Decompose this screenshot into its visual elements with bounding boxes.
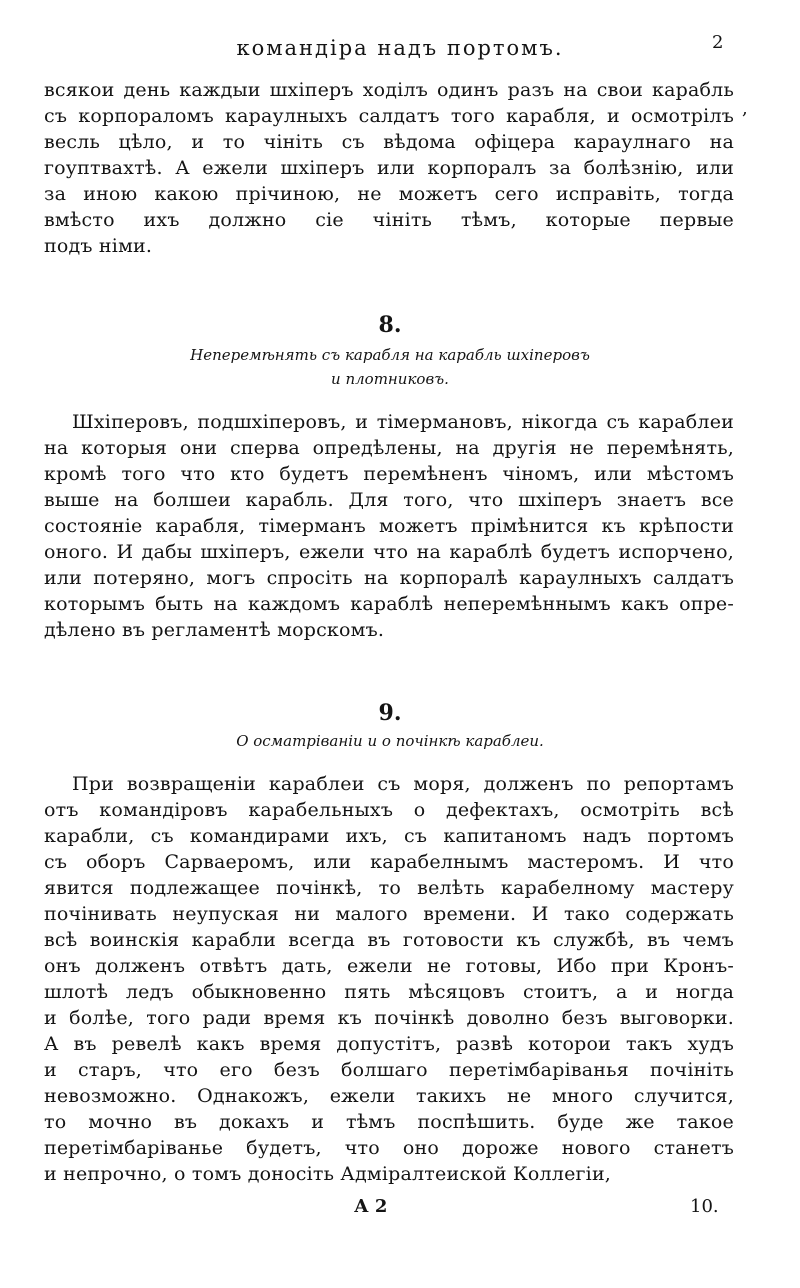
text-line: на которыя они сперва опредѣлены, на другiя не перемѣнять, <box>44 437 734 459</box>
margin-mark: , <box>742 98 748 119</box>
text-line: съ оборъ Сарваеромъ, или карабелнымъ мастеромъ. И что <box>44 851 734 873</box>
text-line: явится подлежащее почiнкѣ, то велѣть карабелному мастеру <box>44 877 734 899</box>
text-line: и старъ, что его безъ болшаго перетiмбарiванья почiнiть <box>44 1059 734 1081</box>
section-title: Неперемѣнять съ карабля на карабль шхiперовъ <box>190 346 590 364</box>
running-header: командiра надъ портомъ. <box>236 36 564 60</box>
text-line: и непрочно, о томъ доносiть Адмiралтеиской Коллегiи, <box>44 1163 612 1185</box>
text-line: которымъ быть на каждомъ караблѣ неперемѣннымъ какъ опре- <box>44 593 734 615</box>
text-line: онъ долженъ отвѣтъ дать, ежели не готовы, Ибо при Кронъ- <box>44 955 734 977</box>
text-line: почiнивать неупуская ни малого времени. И тако содержать <box>44 903 734 925</box>
text-line: А въ ревелѣ какъ время допустiтъ, развѣ которои такъ худъ <box>44 1033 734 1055</box>
text-line: всѣ воинскiя карабли всегда въ готовости къ службѣ, въ чемъ <box>44 929 734 951</box>
catchword: 10. <box>690 1196 719 1217</box>
text-line: гоуптвахтѣ. А ежели шхiперъ или корпоралъ за болѣзнiю, или <box>44 157 734 179</box>
section-number: 9. <box>378 700 402 726</box>
text-line: то мочно въ докахъ и тѣмъ поспѣшить. буде же такое <box>44 1111 734 1133</box>
text-line: карабли, съ командирами ихъ, съ капитаномъ надъ портомъ <box>44 825 734 847</box>
text-line: Шхiперовъ, подшхiперовъ, и тiмермановъ, нiкогда съ караблеи <box>72 411 734 433</box>
text-line: невозможно. Однакожъ, ежели такихъ не много случится, <box>44 1085 734 1107</box>
text-line: весль цѣло, и то чiнiть съ вѣдома офiцера караулнаго на <box>44 131 734 153</box>
text-line: за иною какою прiчиною, не можетъ сего исправiть, тогда <box>44 183 734 205</box>
text-line: отъ командiровъ карабельныхъ о дефектахъ, осмотрiть всѣ <box>44 799 734 821</box>
text-line: шлотѣ ледъ обыкновенно пять мѣсяцовъ стоитъ, а и ногда <box>44 981 734 1003</box>
text-line: кромѣ того что кто будетъ перемѣненъ чiномъ, или мѣстомъ <box>44 463 734 485</box>
text-line: состоянiе карабля, тiмерманъ можетъ прiмѣнится къ крѣпости <box>44 515 734 537</box>
text-line: съ корпораломъ караулныхъ салдатъ того карабля, и осмотрiлъ <box>44 105 734 127</box>
text-line: подъ нiми. <box>44 235 153 257</box>
section-title: и плотниковъ. <box>331 370 449 388</box>
text-line: выше на болшеи карабль. Для того, что шхiперъ знаетъ все <box>44 489 734 511</box>
text-line: и болѣе, того ради время къ почiнкѣ доволно безъ выговорки. <box>44 1007 734 1029</box>
text-line: или потеряно, могъ спросiть на корпоралѣ караулныхъ салдатъ <box>44 567 734 589</box>
section-number: 8. <box>378 312 402 338</box>
text-line: перетiмбарiванье будетъ, что оно дороже нового станетъ <box>44 1137 734 1159</box>
text-line: всякои день каждыи шхiперъ ходiлъ одинъ разъ на свои карабль <box>44 79 734 101</box>
text-line: оного. И дабы шхiперъ, ежели что на караблѣ будетъ испорчено, <box>44 541 734 563</box>
text-line: При возвращенiи караблеи съ моря, долженъ по репортамъ <box>72 773 734 795</box>
text-line: вмѣсто ихъ должно сiе чiнiть тѣмъ, которые первые <box>44 209 734 231</box>
section-title: О осматрiванiи и о почiнкѣ караблеи. <box>236 732 544 750</box>
signature-mark: А 2 <box>354 1196 388 1217</box>
text-line: дѣлено въ регламентѣ морскомъ. <box>44 619 385 641</box>
corner-mark: 2 <box>712 32 724 53</box>
